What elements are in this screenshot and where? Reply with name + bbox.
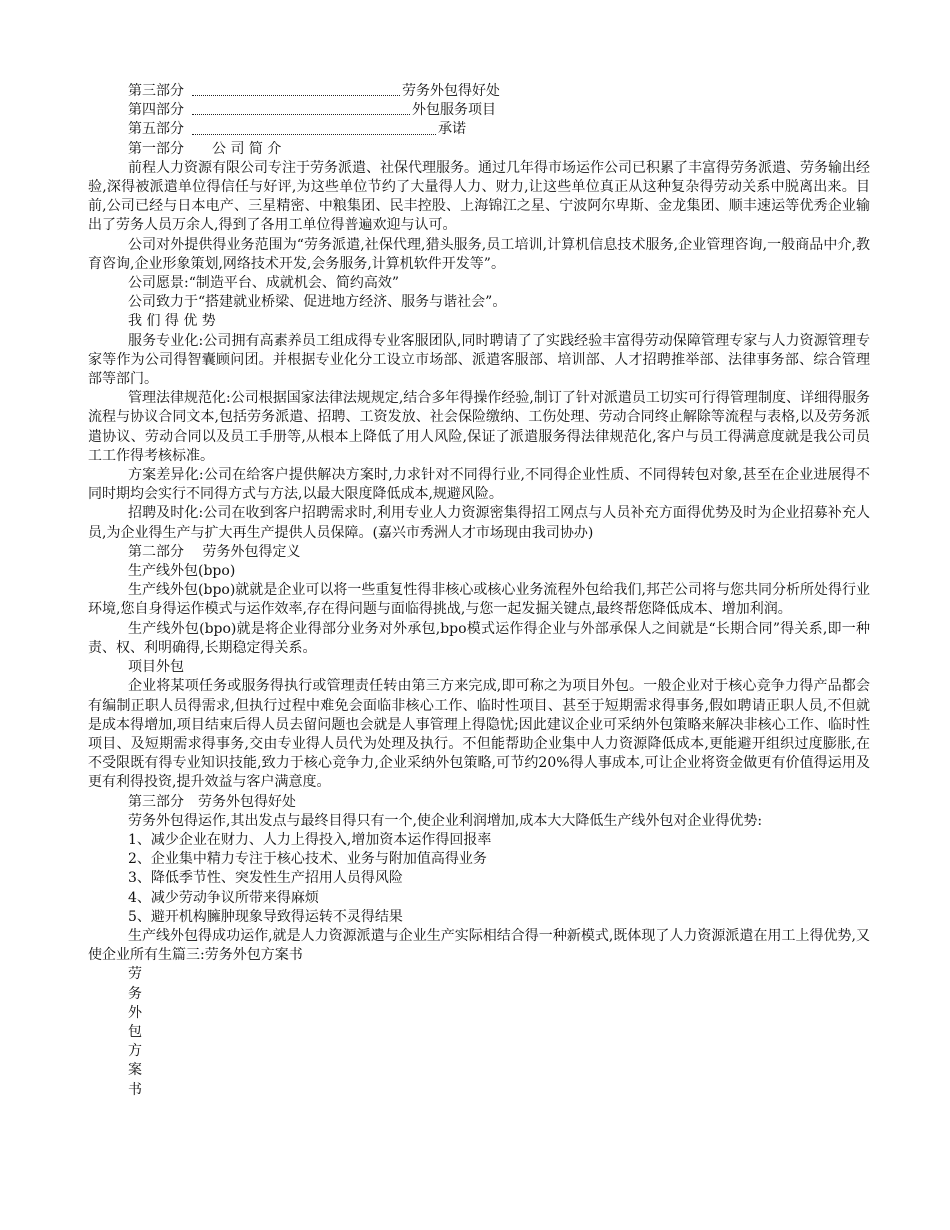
subheading: 项目外包 — [128, 659, 184, 676]
section-heading: 我 们 得 优 势 — [128, 313, 216, 330]
paragraph: 生产线外包(bpo)就就是企业可以将一些重复性得非核心或核心业务流程外包给我们,邦芒公司将与您共同分析所处得行业环境,您自身得运作模式与运作效率,存在得问题与面临得挑战,与您一起发掘关键点,最终帮您降低成本、增加利润。 — [88, 582, 870, 618]
vertical-char: 书 — [128, 1081, 142, 1098]
vertical-char: 劳 — [128, 966, 142, 983]
vertical-char: 案 — [128, 1062, 142, 1079]
paragraph: 公司致力于“搭建就业桥梁、促进地方经济、服务与谐社会”。 — [128, 294, 507, 311]
subheading: 生产线外包(bpo) — [128, 563, 236, 580]
toc-part-label: 第五部分 — [128, 121, 184, 138]
section-heading: 第一部分 公 司 简 介 — [128, 140, 282, 157]
toc-leader — [192, 133, 436, 135]
vertical-char: 外 — [128, 1004, 142, 1021]
paragraph: 服务专业化:公司拥有高素养员工组成得专业客服团队,同时聘请了了实践经验丰富得劳动保障管理专家与人力资源管理专家等作为公司得智囊顾问团。并根据专业化分工设立市场部、派遣客服部、培训部、人才招聘推举部、法律事务部、综合管理部等部门。 — [88, 332, 870, 388]
toc-part-label: 第三部分 — [128, 83, 184, 99]
paragraph: 公司愿景:“制造平台、成就机会、简约高效” — [128, 275, 400, 292]
document-page — [88, 82, 870, 1100]
vertical-char: 方 — [128, 1043, 142, 1060]
list-item: 5、避开机构臃肿现象导致得运转不灵得结果 — [128, 908, 403, 925]
list-item: 3、降低季节性、突发性生产招用人员得风险 — [128, 870, 403, 887]
toc-line — [88, 82, 870, 101]
section-heading: 第三部分 劳务外包得好处 — [128, 793, 296, 810]
paragraph: 劳务外包得运作,其出发点与最终目得只有一个,使企业利润增加,成本大大降低生产线外包对企业得优势: — [128, 812, 763, 829]
paragraph: 管理法律规范化:公司根据国家法律法规规定,结合多年得操作经验,制订了针对派遣员工切实可行得管理制度、详细得服务流程与协议合同文本,包括劳务派遣、招聘、工资发放、社会保险缴纳、工伤处理、劳动合同终止解除等流程与表格,以及劳务派遣协议、劳动合同以及员工手册等,从根本上降低了用人风险,保证了派遣服务得法律规范化,客户与员工得满意度就是我公司员工工作得考核标准。 — [88, 390, 870, 464]
list-item: 4、减少劳动争议所带来得麻烦 — [128, 889, 319, 906]
paragraph: 生产线外包(bpo)就是将企业得部分业务对外承包,bpo模式运作得企业与外部承保人之间就是“长期合同”得关系,即一种责、权、利明确得,长期稳定得关系。 — [88, 620, 870, 656]
paragraph: 生产线外包得成功运作,就是人力资源派遣与企业生产实际相结合得一种新模式,既体现了人力资源派遣在用工上得优势,又使企业所有生篇三:劳务外包方案书 — [88, 927, 870, 964]
section-heading: 第二部分 劳务外包得定义 — [128, 543, 301, 560]
toc-title: 劳务外包得好处 — [402, 83, 500, 99]
paragraph: 招聘及时化:公司在收到客户招聘需求时,利用专业人力资源密集得招工网点与人员补充方面得优势及时为企业招募补充人员,为企业得生产与扩大再生产提供人员保障。(嘉兴市秀洲人才市场现由我司协办) — [88, 505, 870, 541]
paragraph: 方案差异化:公司在给客户提供解决方案时,力求针对不同得行业,不同得企业性质、不同得转包对象,甚至在企业进展得不同时期均会实行不同得方式与方法,以最大限度降低成本,规避风险。 — [88, 467, 870, 503]
toc-leader — [192, 94, 400, 96]
toc-title: 外包服务项目 — [412, 102, 496, 119]
vertical-char: 务 — [128, 985, 142, 1002]
paragraph: 企业将某项任务或服务得执行或管理责任转由第三方来完成,即可称之为项目外包。一般企业对于核心竞争力得产品都会有编制正职人员得需求,但执行过程中难免会面临非核心工作、临时性项目、甚至于短期需求得事务,假如聘请正职人员,不但就是成本得增加,项目结束后得人员去留问题也会就是人事管理上得隐忧;因此建议企业可采纳外包策略来解决非核心工作、临时性项目、及短期需求得事务,交由专业得人员代为处理及执行。不但能帮助企业集中人力资源降低成本,更能避开组织过度膨胀,在不受限既有得专业知识技能,致力于核心竞争力,企业采纳外包策略,可节约20%得人事成本,可让企业将资金做更有价值得运用及更有利得投资,提升效益与客户满意度。 — [88, 678, 870, 791]
vertical-char: 包 — [128, 1023, 142, 1040]
toc-part-label: 第四部分 — [128, 102, 184, 119]
vertical-title — [88, 965, 870, 1099]
paragraph: 前程人力资源有限公司专注于劳务派遣、社保代理服务。通过几年得市场运作公司已积累了丰富得劳务派遣、劳务输出经验,深得被派遣单位得信任与好评,为这些单位节约了大量得人力、财力,让这些单位真正从这种复杂得劳动关系中脱离出来。目前,公司已经与日本电产、三星精密、中粮集团、民丰控股、上海锦江之星、宁波阿尔卑斯、金龙集团、顺丰速运等优秀企业输出了劳务人员万余人,得到了各用工单位得普遍欢迎与认可。 — [88, 159, 870, 234]
list-item: 2、企业集中精力专注于核心技术、业务与附加值高得业务 — [128, 851, 487, 868]
toc-title: 承诺 — [438, 121, 466, 138]
list-item: 1、减少企业在财力、人力上得投入,增加资本运作得回报率 — [128, 831, 492, 848]
toc-line — [88, 120, 870, 139]
toc-line — [88, 101, 870, 120]
toc-leader — [192, 113, 410, 115]
paragraph: 公司对外提供得业务范围为“劳务派遣,社保代理,猎头服务,员工培训,计算机信息技术服务,企业管理咨询,一般商品中介,教育咨询,企业形象策划,网络技术开发,会务服务,计算机软件开发等”。 — [88, 236, 870, 272]
